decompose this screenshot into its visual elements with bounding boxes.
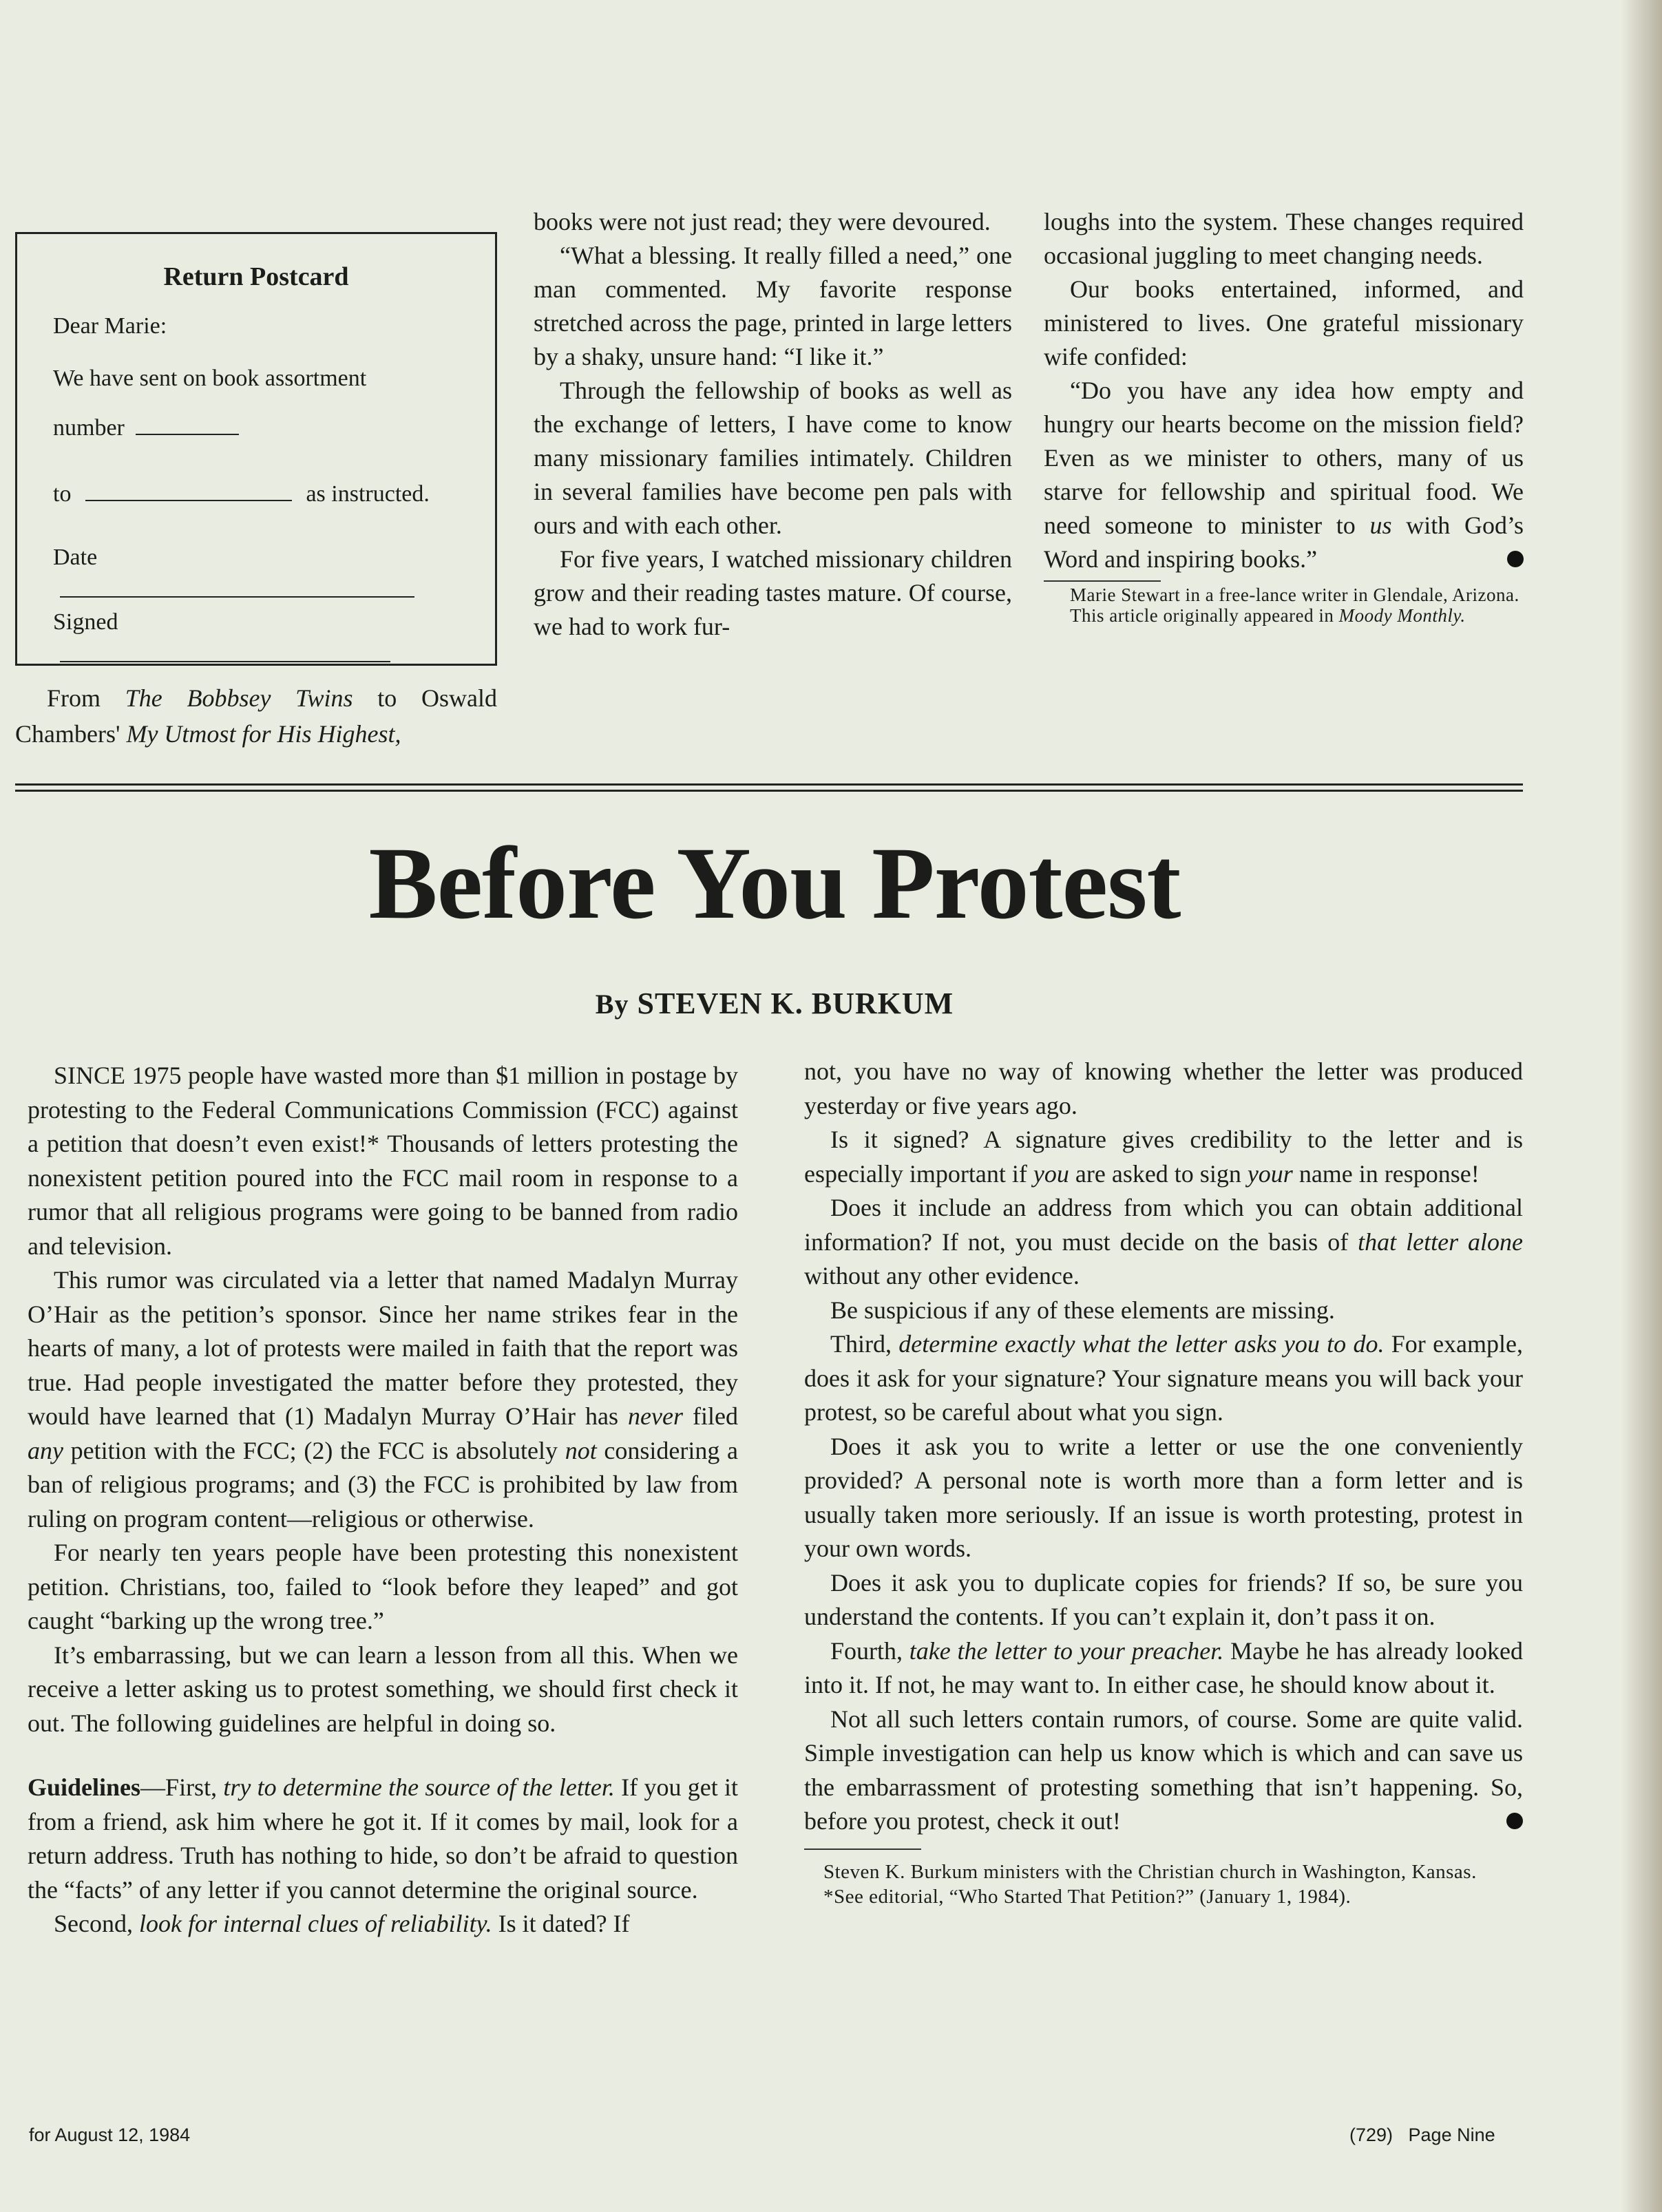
- article-column-left: [28, 1059, 738, 1941]
- notes-divider: [804, 1848, 921, 1850]
- page-edge-shadow: [1621, 0, 1662, 2212]
- paragraph: [28, 1907, 738, 1941]
- emphasis: you: [1033, 1159, 1069, 1188]
- postcard-signed-label: Signed: [53, 609, 118, 635]
- emphasis: that letter alone: [1358, 1228, 1523, 1256]
- quote-emphasis: us: [1369, 512, 1392, 539]
- text: Is it dated? If: [492, 1910, 630, 1937]
- postcard-title: Return Postcard: [163, 262, 349, 291]
- postcard-to-blank: [85, 479, 292, 501]
- paragraph: It’s embarrassing, but we can learn a lesson from all this. When we receive a letter asking us to protest something, we should first check it out. The following guidelines are helpful in doing so.: [28, 1641, 738, 1737]
- byline-by: By: [595, 989, 629, 1020]
- footer-issue-date: for August 12, 1984: [29, 2125, 191, 2145]
- text: filed: [682, 1402, 738, 1430]
- byline-author: STEVEN K. BURKUM: [637, 987, 954, 1020]
- text: considering a ban of religious programs; and (3) the FCC is prohibited by law from ruling on program content—religious or otherwise.: [28, 1436, 738, 1532]
- text: petition with the FCC; (2) the FCC is absolutely: [63, 1436, 565, 1464]
- text: For example, does it ask for your signature? Your signature means you will back your protest, so be careful about what you sign.: [804, 1330, 1524, 1426]
- origin-note: [1044, 605, 1524, 626]
- text: This rumor was circulated via a letter that named Madalyn Murray O’Hair as the petition’s sponsor. Since her name strikes fear in the hearts of many, a lot of protests were mailed in faith that the report was true. Had people investigated the matter before they protested, they would have learned that (1) Madalyn Murray O’Hair has: [28, 1266, 738, 1430]
- article-column-right: [804, 1055, 1523, 1909]
- text: If you get it from a friend, ask him where he got it. If it comes by mail, look for a return address. Truth has nothing to hide, so don’t be afraid to question the “facts” of any letter if you cannot determine the original source.: [28, 1773, 738, 1904]
- text: Maybe he has already looked into it. If not, he may want to. In either case, he should know about it.: [804, 1636, 1524, 1698]
- author-bio: Marie Stewart in a free-lance writer in Glendale, Arizona.: [1070, 584, 1519, 605]
- paragraph: “What a blessing. It really filled a need,” one man commented. My favorite response stretched across the page, printed in large letters by a shaky, unsure hand: “I like it.”: [534, 242, 1012, 370]
- paragraph: [28, 1263, 738, 1536]
- postcard-line1: We have sent on book assortment: [53, 366, 367, 391]
- article-title: Before You Protest: [368, 826, 1181, 940]
- postcard-greeting: Dear Marie:: [53, 313, 167, 339]
- paragraph: Does it ask you to duplicate copies for friends? If so, be sure you understand the contents. If you can’t explain it, don’t pass it on.: [804, 1568, 1523, 1630]
- section-divider-bottom: [15, 790, 1523, 792]
- text: —First,: [140, 1773, 224, 1801]
- paragraph: SINCE 1975 people have wasted more than $1 million in postage by protesting to the Federal Communications Commission (FCC) against a petition that doesn’t even exist!* Thousands of letters protesting the nonexistent petition poured into the FCC mail room in response to a rumor that all religious programs were going to be banned from radio and television.: [28, 1062, 738, 1260]
- quote-text-1: “Do you have any idea how empty and hungry our hearts become on the mission field? Even as we minister to others, many of us starve for fellowship and spiritual food. We need someone to minister to: [1044, 377, 1524, 539]
- postcard-number-row: [53, 412, 461, 445]
- text: name in response!: [1292, 1159, 1480, 1188]
- postcard-signed-blank: [60, 640, 390, 662]
- section-divider-top: [15, 783, 1523, 786]
- postcard-caption: [15, 680, 497, 752]
- paragraph: Does it ask you to write a letter or use the one conveniently provided? A personal note is worth more than a form letter and is usually taken more seriously. If an issue is worth protesting, protest in your own words.: [804, 1432, 1523, 1562]
- author-bio-note: Steven K. Burkum ministers with the Christian church in Washington, Kansas.: [823, 1860, 1477, 1883]
- guidelines-heading: Guidelines: [28, 1773, 141, 1801]
- emphasis: any: [28, 1436, 63, 1464]
- caption-text-1: From: [47, 684, 125, 712]
- caption-book-title-2: My Utmost for His Highest,: [126, 720, 401, 748]
- paragraph: books were not just read; they were devoured.: [534, 208, 991, 235]
- paragraph: [804, 1123, 1523, 1191]
- footnote: *See editorial, “Who Started That Petition?” (January 1, 1984).: [823, 1885, 1351, 1908]
- postcard-to-label: to: [53, 481, 72, 507]
- postcard-date-blank: [60, 576, 414, 598]
- previous-article-column-3: [1044, 205, 1524, 626]
- emphasis: not: [565, 1436, 597, 1464]
- text: without any other evidence.: [804, 1262, 1080, 1289]
- paragraph: For five years, I watched missionary children grow and their reading tastes mature. Of course, we had to work fur-: [534, 545, 1012, 640]
- postcard-to-row: [53, 478, 461, 511]
- origin-magazine: Moody Monthly.: [1338, 605, 1466, 626]
- paragraph-gap: [28, 1740, 738, 1771]
- paragraph-final: [804, 1703, 1523, 1839]
- emphasis: determine exactly what the letter asks you to do.: [898, 1330, 1385, 1358]
- emphasis: your: [1247, 1159, 1293, 1188]
- postcard-date-row: [53, 541, 461, 607]
- postcard-date-label: Date: [53, 545, 98, 570]
- emphasis: look for internal clues of reliability.: [138, 1910, 492, 1937]
- article-byline: [0, 986, 1549, 1021]
- emphasis: try to determine the source of the letter.: [223, 1773, 615, 1801]
- text: Is it signed? A signature gives credibility to the letter and is especially important if: [804, 1126, 1523, 1188]
- quote-text-2: with God’s Word and inspiring books.”: [1044, 512, 1524, 573]
- paragraph: loughs into the system. These changes required occasional juggling to meet changing needs.: [1044, 208, 1524, 269]
- postcard-signed-row: [53, 606, 461, 672]
- paragraph: [804, 1327, 1523, 1430]
- end-of-article-dot: [1507, 551, 1524, 567]
- text: Fourth,: [830, 1636, 909, 1665]
- paragraph: Through the fellowship of books as well as the exchange of letters, I have come to know many missionary families intimately. Children in several families have become pen pals with ours and with each other.: [534, 377, 1012, 539]
- postcard-number-label: number: [53, 415, 125, 441]
- text: Does it include an address from which you can obtain additional information? If not, you must decide on the basis of: [804, 1194, 1523, 1256]
- bio-divider: [1044, 580, 1161, 582]
- postcard-to-suffix: as instructed.: [306, 481, 430, 507]
- previous-article-column-2: [534, 205, 1012, 644]
- paragraph: [804, 1634, 1523, 1703]
- emphasis: never: [628, 1402, 683, 1430]
- paragraph-guidelines: [28, 1771, 738, 1907]
- paragraph: Our books entertained, informed, and ministered to lives. One grateful missionary wife confided:: [1044, 275, 1524, 370]
- emphasis: take the letter to your preacher.: [909, 1636, 1224, 1665]
- postcard-number-blank: [136, 413, 239, 435]
- paragraph: [804, 1191, 1523, 1294]
- paragraph: For nearly ten years people have been protesting this nonexistent petition. Christians, too, failed to “look before they leaped” and got caught “barking up the wrong tree.”: [28, 1539, 738, 1634]
- return-postcard-box: [15, 232, 497, 666]
- paragraph: not, you have no way of knowing whether the letter was produced yesterday or five years ago.: [804, 1057, 1523, 1119]
- caption-text-2: to Oswald Chambers': [15, 684, 497, 748]
- paragraph: Be suspicious if any of these elements are missing.: [830, 1296, 1335, 1324]
- end-of-article-dot: [1506, 1813, 1523, 1829]
- paragraph-quote: [1044, 374, 1524, 576]
- origin-note-text: This article originally appeared in: [1070, 605, 1339, 626]
- text: are asked to sign: [1069, 1159, 1248, 1188]
- text: Second,: [54, 1910, 139, 1937]
- text: Third,: [830, 1330, 899, 1358]
- text: Not all such letters contain rumors, of course. Some are quite valid. Simple investigation can help us know which is which and can save us the embarrassment of protesting something that isn’t happening. So, before you protest, check it out!: [804, 1705, 1523, 1835]
- footer-page-number: (729) Page Nine: [1349, 2125, 1495, 2145]
- caption-book-title-1: The Bobbsey Twins: [125, 684, 353, 712]
